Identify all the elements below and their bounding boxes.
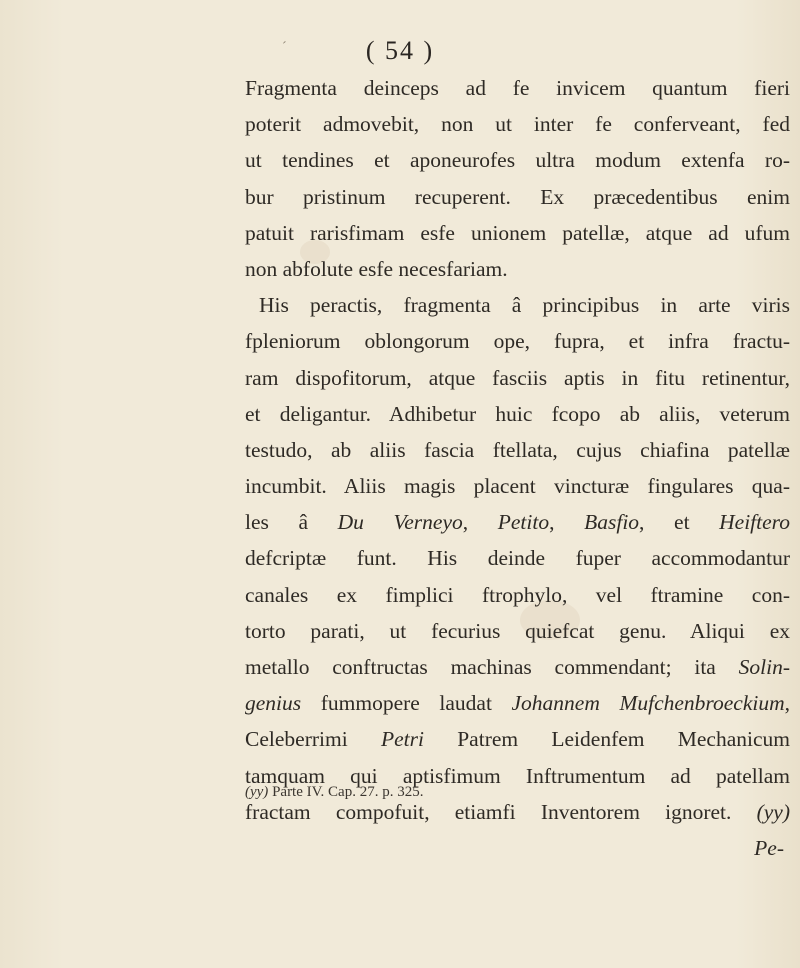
text-segment: , [784,691,790,716]
text-line [245,106,790,142]
text-segment: metallo conftructas machinas commendant; ita [245,655,739,679]
footnote-mark: (yy) [245,784,269,800]
text-line [245,649,790,685]
text-segment: canales ex fimplici ftrophylo, vel ftramine con- [245,582,790,607]
text-line [245,432,790,468]
text-segment: testudo, ab aliis fascia ftellata, cujus chiafina patellæ [245,437,790,462]
text-line [245,721,790,757]
text-line [245,323,790,359]
text-segment: fummopere laudat [301,691,512,716]
text-line [245,396,790,432]
footnote [245,784,423,801]
italic-text: Petito [497,510,550,535]
italic-text: Petri [380,727,424,752]
text-segment: His peractis, fragmenta â principibus in arte viris [259,293,790,318]
text-segment: les â [245,510,338,535]
text-line [245,287,790,323]
text-segment: patuit rarisfimam esfe unionem patellæ, atque ad ufum [245,220,790,245]
text-segment: Celeberrimi [245,727,381,752]
text-segment: ut tendines et aponeurofes ultra modum extenfa ro- [245,148,790,173]
italic-text: Solin- [738,655,790,679]
text-line [245,685,790,721]
italic-text: (yy) [756,799,790,824]
text-segment: torto parati, ut fecurius quiefcat genu. Aliqui ex [245,618,790,643]
text-segment: et deligantur. Adhibetur huic fcopo ab aliis, veterum [245,401,790,426]
text-line [245,613,790,649]
text-segment: Fragmenta deinceps ad fe invicem quantum fieri [245,76,790,100]
italic-text: Johannem Mufchenbroeckium [511,691,785,716]
text-segment: fpleniorum oblongorum ope, fupra, et infra fractu- [245,329,790,354]
italic-text: Heiftero [719,510,790,535]
footnote-text: Parte IV. Cap. 27. p. 325. [268,784,424,800]
italic-text: Pe- [754,835,784,860]
text-line [245,504,790,540]
italic-text: genius [245,691,302,716]
text-line [245,830,790,866]
text-segment: poterit admovebit, non ut inter fe conferveant, fed [245,112,790,137]
text-line [245,70,790,106]
text-segment: ram dispofitorum, atque fasciis aptis in fitu retinentur, [245,365,790,390]
text-segment: non abfolute esfe necesfariam. [245,256,508,281]
text-segment: , [462,510,498,535]
text-segment: tamquam qui aptisfimum Inftrumentum ad patellam [245,763,790,788]
text-segment: fractam compofuit, etiamfi Inventorem ignoret. [245,799,757,824]
text-segment: , et [639,510,720,535]
page-number: ( 54 ) [365,36,435,65]
body-text [245,70,790,866]
text-line [245,179,790,215]
text-line [245,468,790,504]
italic-text: Du Verneyo [337,510,463,535]
text-segment: bur pristinum recuperent. Ex præcedentibus enim [245,184,790,209]
text-segment: , [549,510,585,535]
corner-mark: ´ [282,40,287,55]
text-segment: incumbit. Aliis magis placent vincturæ fingulares qua- [245,474,790,499]
text-segment: Patrem Leidenfem Mechanicum [423,727,790,752]
text-line [245,540,790,576]
text-line [245,142,790,178]
italic-text: Basfio [584,510,640,535]
text-line [245,215,790,251]
text-line [245,251,790,287]
text-segment: defcriptæ funt. His deinde fuper accommodantur [245,546,790,571]
text-line [245,360,790,396]
text-line [245,577,790,613]
